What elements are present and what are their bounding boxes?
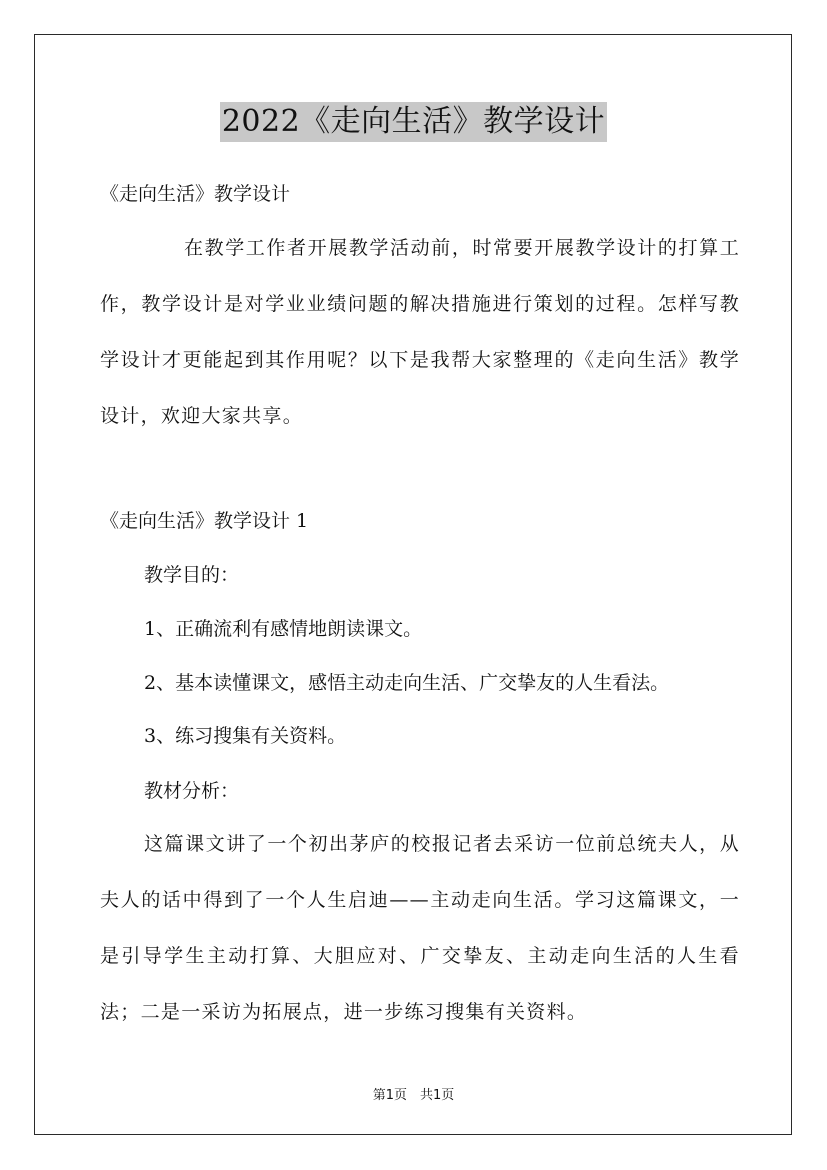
- goals-label: 教学目的：: [144, 564, 240, 586]
- intro-paragraph: 在教学工作者开展教学活动前，时常要开展教学设计的打算工作，教学设计是对学业业绩问题的解决措施进行策划的过程。怎样写教学设计才更能起到其作用呢？以下是我帮大家整理的《走向生活》教学设计，欢迎大家共享。: [100, 237, 740, 427]
- document-subtitle: 《走向生活》教学设计: [100, 183, 291, 205]
- document-title: 2022《走向生活》教学设计: [220, 102, 607, 142]
- analysis-paragraph: 这篇课文讲了一个初出茅庐的校报记者去采访一位前总统夫人，从夫人的话中得到了一个人生启迪——主动走向生活。学习这篇课文，一是引导学生主动打算、大胆应对、广交挚友、主动走向生活的人生看法；二是一采访为拓展点，进一步练习搜集有关资料。: [100, 833, 740, 1023]
- goal-item: 1、正确流利有感情地朗读课文。: [144, 618, 423, 640]
- analysis-label: 教材分析：: [144, 780, 240, 802]
- goal-item: 3、练习搜集有关资料。: [144, 725, 347, 747]
- section-heading: 《走向生活》教学设计 1: [100, 510, 309, 532]
- goal-item: 2、基本读懂课文，感悟主动走向生活、广交挚友的人生看法。: [144, 672, 670, 694]
- page-footer: 第1页 共1页: [372, 1088, 455, 1103]
